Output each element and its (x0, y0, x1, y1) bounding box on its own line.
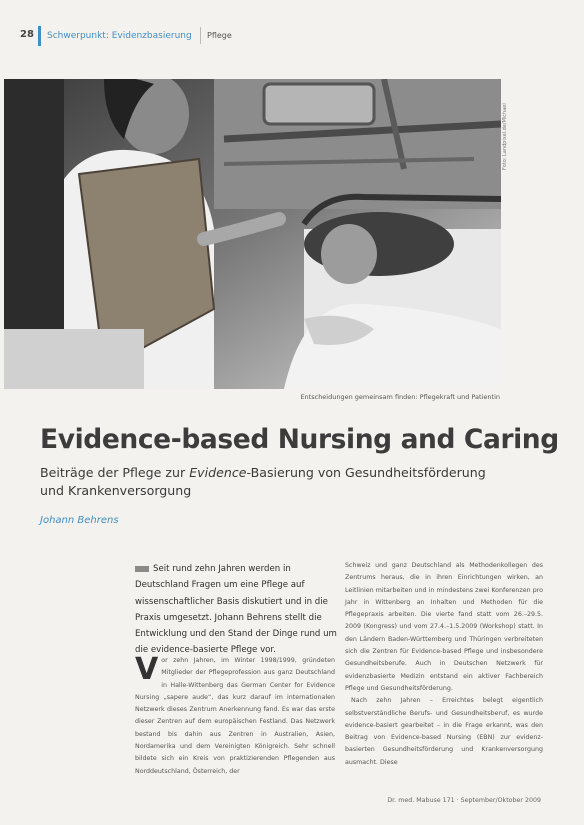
body-text-col2b: Nach zehn Jahren – Erreichtes belegt eigentlich selbstverständliche Berufs- und Gesundheitsberuf, es wurde evidence-basiert gearbeitet – in die Frage erkannt, was den Beitrag von Evidence-based Nursing (EBN) zur evidenz-basierten Gesundheitsförderung und Krankenversorgung ausmacht. Diese (345, 697, 543, 766)
article-subtitle (40, 464, 500, 500)
lead-text: Seit rund zehn Jahren werden in Deutschland Fragen um eine Pflege auf wissenschaftlicher Basis diskutiert und in die Praxis umgesetzt. Johann Behrens stellt die Entwicklung und den Stand der Dinge rund um die evidence-basierte Pflege vor. (135, 564, 337, 656)
body-column-1 (135, 652, 335, 778)
author-name: Johann Behrens (40, 515, 119, 526)
body-text-col2a: Schweiz und ganz Deutschland als Methodenkollegen des Zentrums heraus, die in ihren Einrichtungen wirken, an Leitlinien mitarbeiten und in mindestens zwei Konferenzen pro Jahr in Wittenberg an Inhalten und Methoden für die Pflegepraxis arbeiten. Die vierte fand statt vom 26.–29.5. 2009 (Kongress) und vom 27.4.–1.5.2009 (Workshop) statt. In den Ländern Baden-Württemberg und Thüringen verbreiteten sich die Zentren für Evidence-based Pflege und insbesondere Gesundheitsberufe. Auch in Deutschen Netzwerk für evidenzbasierte Medizin entstand ein aktiver Fachbereich Pflege und Gesundheitsförderung. (345, 562, 543, 692)
section-label: Schwerpunkt: Evidenzbasierung (47, 31, 192, 41)
subtitle-italic: Evidence (189, 465, 247, 480)
photo-caption: Entscheidungen gemeinsam finden: Pflegekraft und Patientin (300, 393, 500, 401)
article-photo (4, 79, 501, 389)
lead-marker (135, 566, 149, 572)
article-title: Evidence-based Nursing and Caring (40, 424, 559, 455)
article-lead (135, 561, 340, 659)
page-number: 28 (20, 29, 34, 40)
subtitle-part1: Beiträge der Pflege zur (40, 465, 190, 480)
subtitle-part2: -Basierung von Gesundheitsförderung und Krankenversorgung (40, 465, 486, 498)
body-text-col1: or zehn Jahren, im Winter 1998/1999, gründeten Mitglieder der Pflegeprofession aus ganz Deutschland in Halle-Wittenberg das German Center for Evidence Nursing „sapere aude“, das kurz darauf im internationalen Netzwerk dieses Zentrum Anerkennung fand. Es war das erste dieser Zentren auf dem europäischen Festland. Das Netzwerk bestand bis dahin aus Zentren in Australien, Asien, Nordamerika und dem Vereinigten Königreich. Sehr schnell bildete sich ein Kreis von praktizierenden Pflegenden aus Norddeutschland, Österreich, der (135, 657, 335, 775)
drop-cap: V (135, 652, 159, 687)
photo-credit: Foto: Landpixel.de/Michael (502, 103, 508, 170)
body-column-2 (345, 560, 543, 769)
page-footer: Dr. med. Mabuse 171 · September/Oktober 2009 (387, 797, 541, 804)
rubric-label: Pflege (207, 31, 232, 40)
header-separator (200, 27, 201, 44)
header-accent-bar (38, 26, 41, 46)
